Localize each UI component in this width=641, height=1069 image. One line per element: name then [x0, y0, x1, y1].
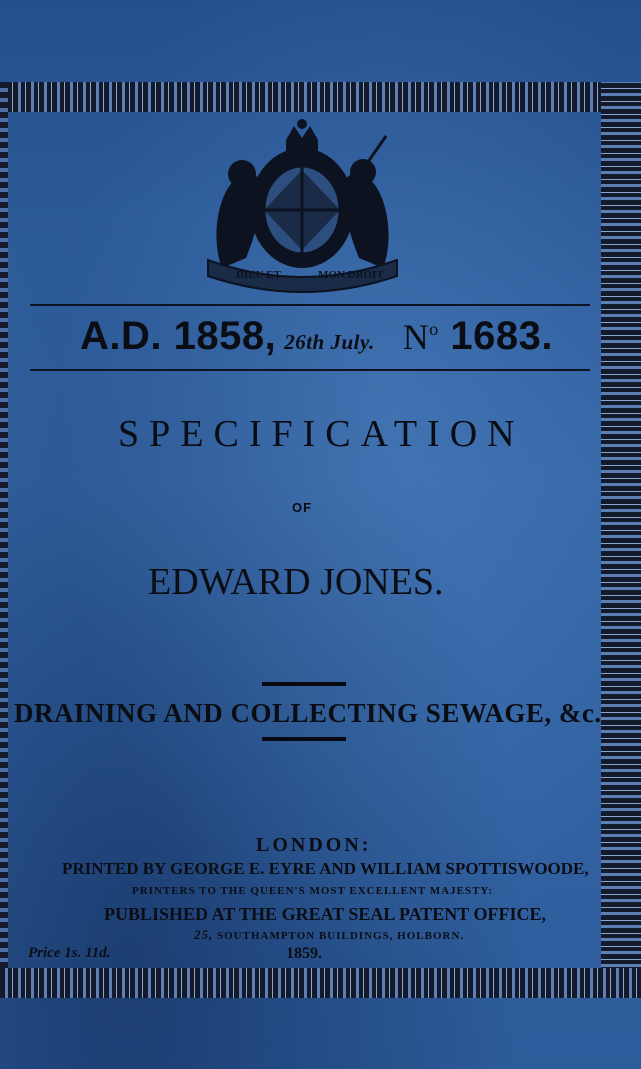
imprint-city: LONDON: [256, 834, 372, 856]
crest-motto-right: MON DROIT [318, 269, 384, 281]
inventor-name: EDWARD JONES. [148, 561, 444, 603]
ornamental-bar-top [262, 682, 346, 686]
royal-coat-of-arms [200, 118, 405, 293]
divider-bottom [30, 369, 590, 371]
imprint-year: 1859. [286, 945, 322, 962]
imprint-printers-to: PRINTERS TO THE QUEEN'S MOST EXCELLENT MAJESTY: [132, 885, 494, 897]
decorative-border-bottom [0, 968, 641, 998]
document-type: SPECIFICATION [118, 413, 525, 455]
patent-date: 26th July. [284, 330, 375, 354]
of-label: OF [292, 500, 313, 515]
ornamental-bar-bottom [262, 737, 346, 741]
patent-year: A.D. 1858, [80, 314, 277, 358]
divider-top [30, 304, 590, 306]
decorative-border-right [601, 82, 641, 998]
crest-motto-left: DIEU ET [236, 269, 281, 281]
imprint-publisher: PUBLISHED AT THE GREAT SEAL PATENT OFFICE, [104, 904, 546, 924]
imprint-printer: PRINTED BY GEORGE E. EYRE AND WILLIAM SPOTTISWOODE, [62, 859, 589, 878]
patent-header [80, 314, 553, 359]
invention-subject: DRAINING AND COLLECTING SEWAGE, &c. [14, 698, 602, 728]
decorative-border-top [0, 82, 641, 112]
decorative-border-left [0, 82, 8, 998]
patent-number-prefix: $N^o$ [402, 317, 439, 357]
patent-number: 1683. [450, 314, 554, 358]
price-label: Price 1s. 11d. [28, 945, 111, 961]
imprint-address: 25, SOUTHAMPTON BUILDINGS, HOLBORN. [194, 927, 465, 942]
